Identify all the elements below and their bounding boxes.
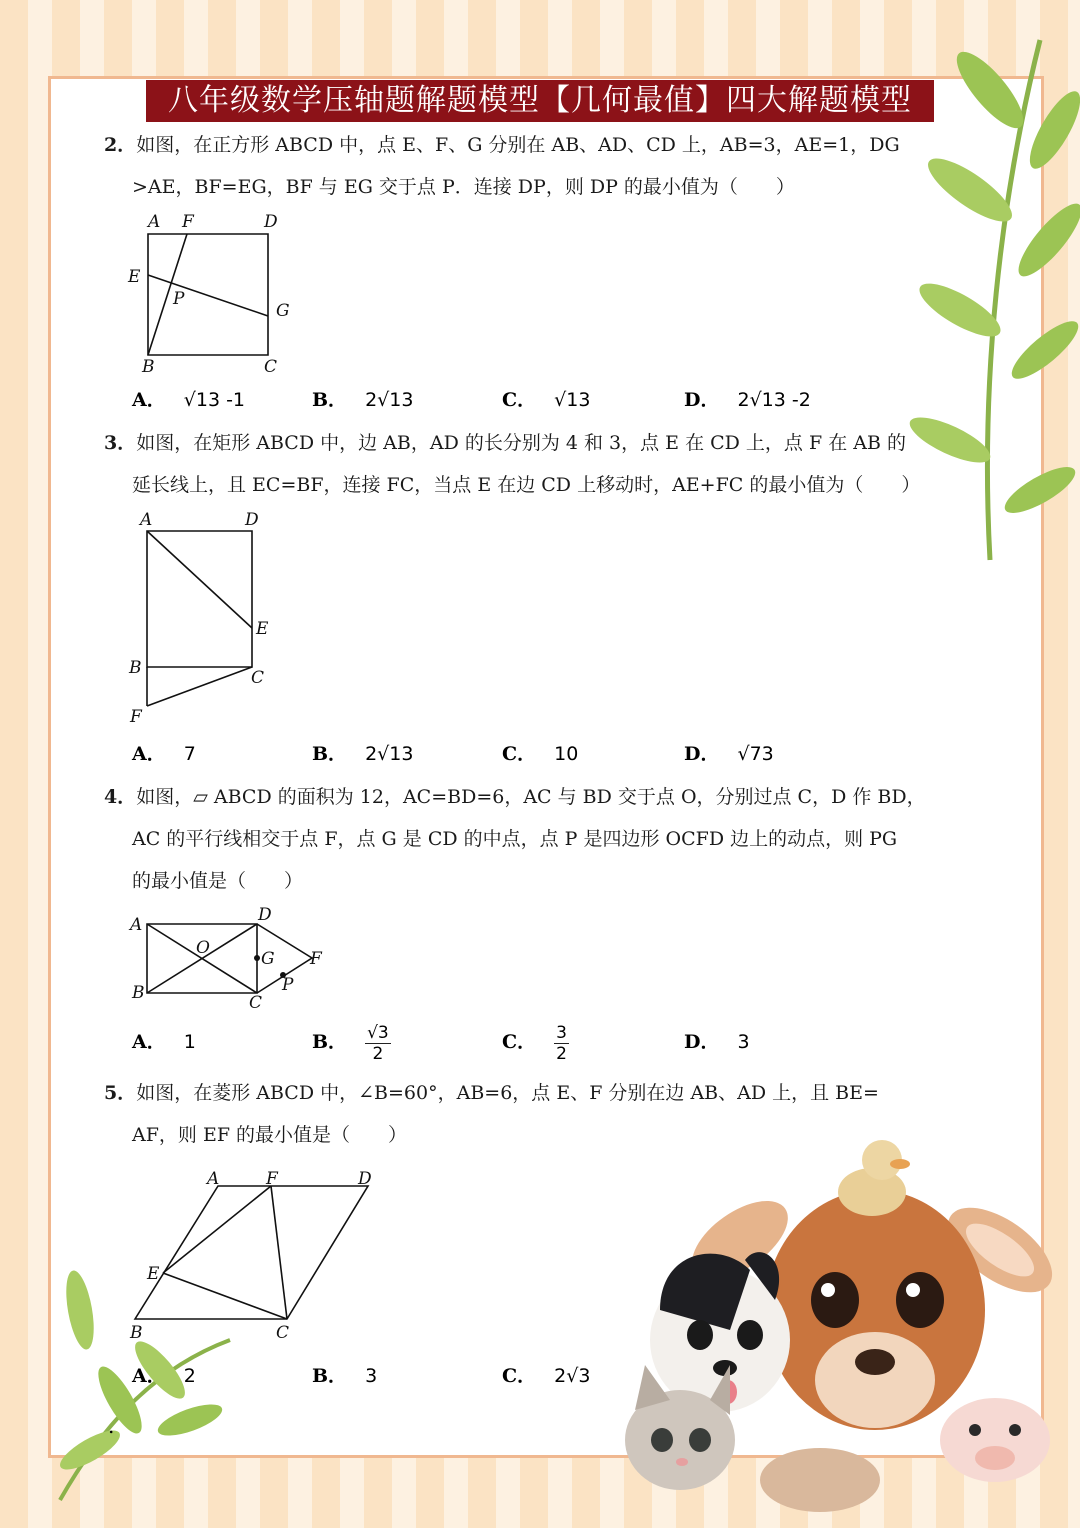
option-a[interactable]: A． 7: [132, 743, 196, 765]
option-d[interactable]: D． √73: [684, 743, 774, 765]
label-e: E: [256, 619, 269, 639]
label-a: A: [207, 1169, 220, 1189]
question-2-line-2: >AE，BF=EG，BF 与 EG 交于点 P．连接 DP，则 DP 的最小值为（ ）: [132, 176, 795, 198]
segment-fc: [271, 1186, 287, 1319]
question-5-line-2: AF，则 EF 的最小值是（ ）: [132, 1124, 408, 1146]
label-f: F: [182, 212, 194, 232]
cartoon-animals-illustration: [600, 1130, 1070, 1520]
fraction-root3-over-2: $\frac{√3}{2}$: [367, 1022, 389, 1064]
option-c[interactable]: C． √13: [502, 389, 591, 411]
label-f: F: [130, 707, 142, 727]
segment-ae: [147, 531, 252, 628]
question-3-number: 3．: [104, 432, 137, 454]
option-d[interactable]: D． 2√13 -2: [684, 389, 811, 411]
label-a: A: [148, 212, 161, 232]
option-c[interactable]: C． $\frac{3}{2}$: [502, 1022, 567, 1064]
question-3-text-1: 如图，在矩形 ABCD 中，边 AB，AD 的长分别为 4 和 3，点 E 在 CD 上，点 F 在 AB 的: [136, 432, 906, 454]
label-b: B: [132, 983, 145, 1003]
option-b[interactable]: B． 3: [312, 1365, 378, 1387]
rectangle-abcd: [147, 531, 252, 667]
label-p: P: [173, 289, 185, 309]
question-4-options: [0, 1022, 1080, 1062]
label-g: G: [261, 949, 275, 969]
option-a[interactable]: A． 1: [132, 1031, 196, 1053]
question-3-line-1: [104, 422, 984, 464]
question-4-line-2: AC 的平行线相交于点 F，点 G 是 CD 的中点，点 P 是四边形 OCFD 边上的动点，则 PG: [132, 828, 898, 850]
question-2-options: [0, 380, 1080, 420]
end-mark: .: [108, 1414, 115, 1438]
label-d: D: [358, 1169, 372, 1189]
question-5-line-1: [104, 1072, 984, 1114]
segment-fc: [147, 667, 252, 706]
segment-eg: [148, 275, 268, 316]
label-a: A: [140, 510, 153, 530]
question-4-line-1: [104, 776, 984, 818]
option-a[interactable]: A． 2: [132, 1365, 196, 1387]
question-4-line-3: 的最小值是（ ）: [132, 870, 304, 892]
label-c: C: [276, 1323, 290, 1343]
label-g: G: [276, 301, 290, 321]
option-c[interactable]: C． 10: [502, 743, 579, 765]
question-4-figure: [120, 902, 340, 1012]
label-d: D: [258, 905, 272, 925]
question-5-figure: [120, 1162, 400, 1352]
question-5-text-1: 如图，在菱形 ABCD 中，∠B=60°，AB=6，点 E、F 分别在边 AB、AD 上，且 BE=: [136, 1082, 879, 1104]
page-title: 八年级数学压轴题解题模型【几何最值】四大解题模型: [146, 80, 934, 122]
label-d: D: [245, 510, 259, 530]
question-2-number: 2．: [104, 134, 137, 156]
option-b[interactable]: B． 2√13: [312, 743, 414, 765]
question-3-figure: [120, 508, 300, 728]
label-f: F: [266, 1169, 278, 1189]
question-3-options: [0, 734, 1080, 774]
square-abcd: [148, 234, 268, 355]
label-b: B: [142, 357, 155, 377]
label-b: B: [129, 658, 142, 678]
label-d: D: [264, 212, 278, 232]
label-b: B: [130, 1323, 143, 1343]
option-b[interactable]: B． 2√13: [312, 389, 414, 411]
question-2-text-1: 如图，在正方形 ABCD 中，点 E、F、G 分别在 AB、AD、CD 上，AB=3，AE=1，DG: [136, 134, 900, 156]
question-2-line-1: [104, 124, 984, 166]
label-p: P: [282, 975, 294, 995]
question-5-number: 5．: [104, 1082, 137, 1104]
label-c: C: [264, 357, 278, 377]
option-b[interactable]: B． $\frac{√3}{2}$: [312, 1022, 389, 1064]
label-e: E: [147, 1264, 160, 1284]
question-3-line-2: 延长线上，且 EC=BF，连接 FC，当点 E 在边 CD 上移动时，AE+FC 的最小值为（ ）: [132, 474, 921, 496]
point-g: [254, 955, 260, 961]
question-4-text-1: 如图，▱ ABCD 的面积为 12，AC=BD=6，AC 与 BD 交于点 O，分别过点 C，D 作 BD，: [136, 786, 926, 808]
option-d[interactable]: D． 3: [684, 1031, 750, 1053]
option-a[interactable]: A． √13 -1: [132, 389, 246, 411]
question-4-number: 4．: [104, 786, 137, 808]
label-e: E: [128, 267, 141, 287]
label-f: F: [310, 949, 322, 969]
label-o: O: [196, 938, 210, 958]
fraction-3-over-2: $\frac{3}{2}$: [556, 1022, 567, 1064]
label-a: A: [130, 915, 143, 935]
rhombus-abcd: [135, 1186, 368, 1319]
segment-ef: [163, 1186, 271, 1273]
label-c: C: [249, 993, 263, 1013]
option-c[interactable]: C． 2√3: [502, 1365, 591, 1387]
segment-ec: [163, 1273, 287, 1319]
question-2-figure: [120, 208, 300, 378]
label-c: C: [251, 668, 265, 688]
